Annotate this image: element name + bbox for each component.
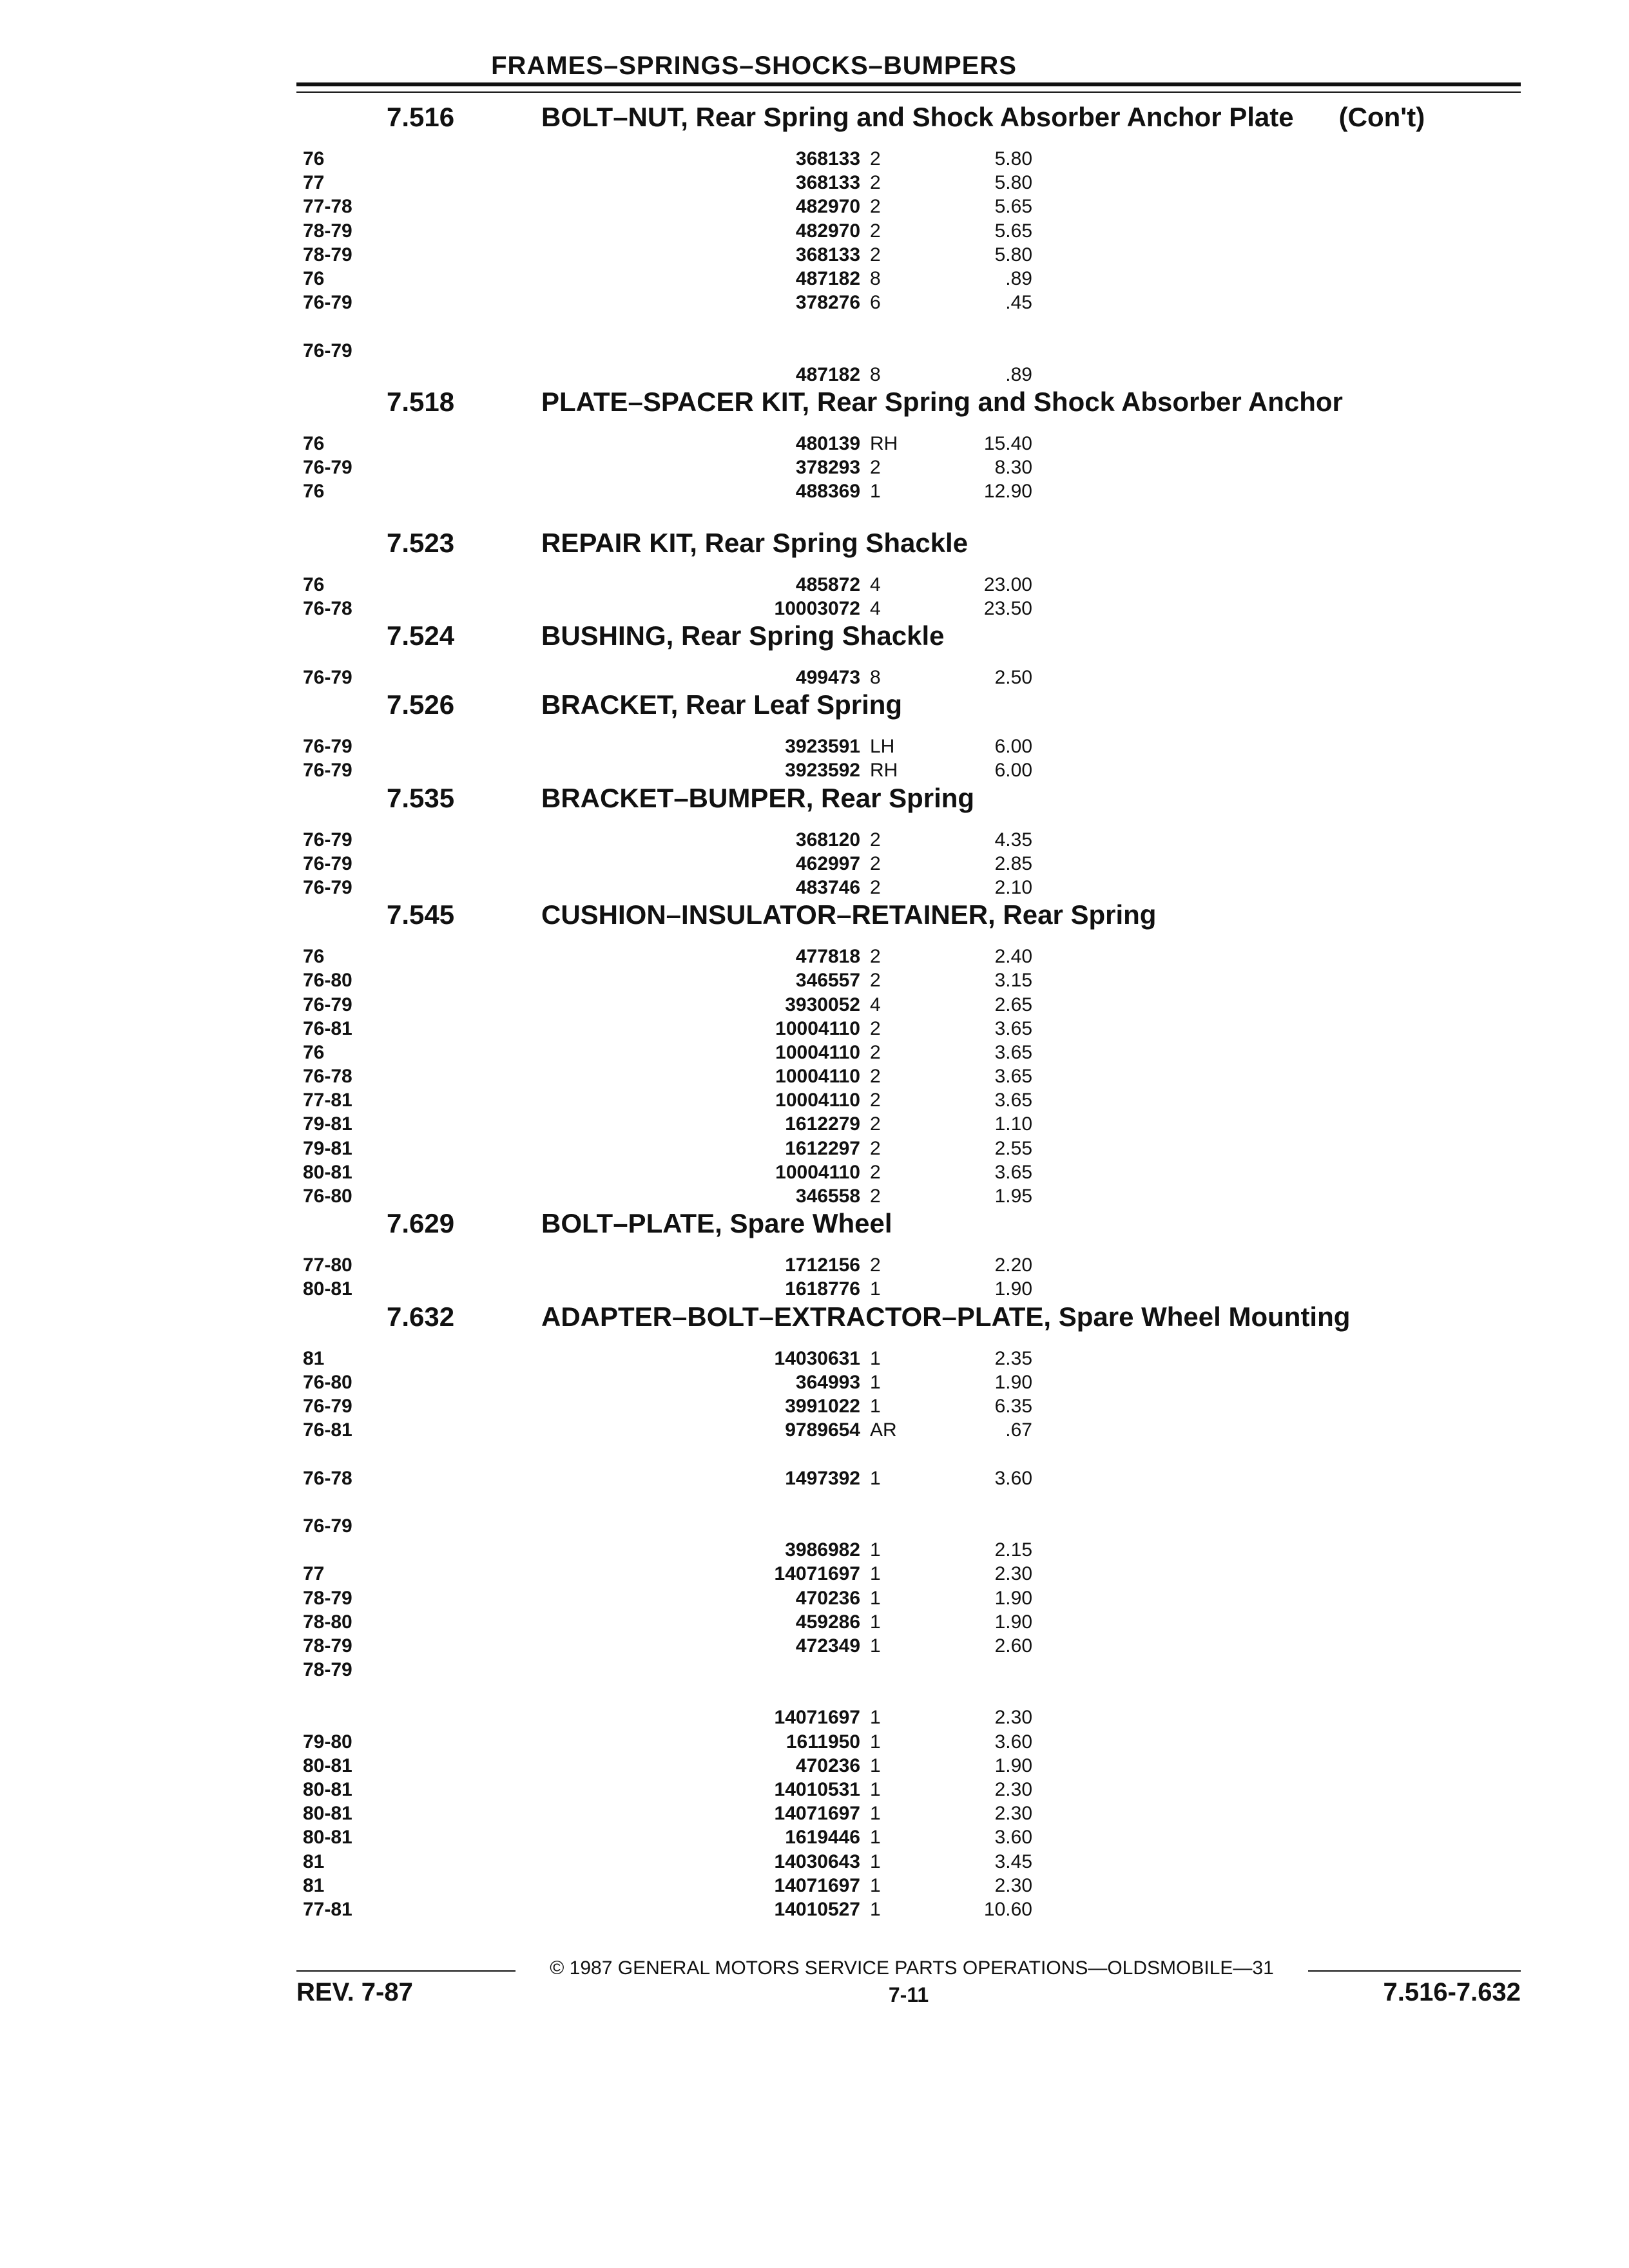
part-number: 10004110 [775, 1041, 860, 1063]
quantity: 4 [870, 573, 881, 595]
model-year: 80-81 [303, 1803, 352, 1825]
quantity: 1 [870, 1899, 881, 1920]
table-row [0, 432, 1629, 456]
quantity: RH [870, 432, 898, 454]
model-year: 77-78 [303, 196, 352, 218]
price: 2.40 [994, 946, 1032, 968]
table-row [0, 968, 1629, 992]
part-number: 487182 [795, 363, 860, 385]
quantity: 1 [870, 1707, 881, 1729]
table-row [0, 1634, 1629, 1658]
copyright-notice: © 1987 GENERAL MOTORS SERVICE PARTS OPERATIONS—OLDSMOBILE—31 [550, 1957, 1274, 1979]
price: 2.35 [994, 1347, 1032, 1369]
part-number: 10004110 [775, 1066, 860, 1088]
model-year: 79-81 [303, 1137, 352, 1159]
model-year: 78-79 [303, 1635, 352, 1657]
part-number: 364993 [795, 1371, 860, 1393]
price: 3.65 [994, 1090, 1032, 1111]
part-number: 470236 [795, 1587, 860, 1609]
table-row [0, 1658, 1629, 1730]
price: 2.30 [994, 1779, 1032, 1801]
part-number: 378293 [795, 457, 860, 479]
price: 6.35 [994, 1395, 1032, 1417]
table-row [0, 1112, 1629, 1136]
price: 3.15 [994, 970, 1032, 992]
price: 1.90 [994, 1611, 1032, 1633]
quantity: 2 [870, 244, 881, 265]
section-number: 7.545 [387, 899, 455, 930]
model-year: 76-79 [303, 829, 352, 850]
section-number: 7.535 [387, 782, 455, 813]
part-number: 482970 [795, 220, 860, 242]
quantity: 2 [870, 852, 881, 874]
price: 5.80 [994, 172, 1032, 194]
quantity: 2 [870, 148, 881, 169]
table-row [0, 666, 1629, 689]
model-year: 76-79 [303, 1395, 352, 1417]
table-row [0, 1610, 1629, 1634]
table-row [0, 339, 1629, 387]
price: 5.80 [994, 148, 1032, 169]
price: 1.90 [994, 1278, 1032, 1300]
part-number: 346557 [795, 970, 860, 992]
model-year: 80-81 [303, 1827, 352, 1849]
part-number: 1611950 [786, 1731, 860, 1753]
price: 23.00 [983, 573, 1032, 595]
part-number: 368120 [795, 829, 860, 850]
table-row [0, 1754, 1629, 1778]
table-row [0, 1088, 1629, 1112]
table-row [0, 758, 1629, 782]
section-heading [0, 689, 1629, 735]
quantity: 2 [870, 457, 881, 479]
part-number: 488369 [795, 481, 860, 503]
revision-label: REV. 7-87 [296, 1978, 413, 2006]
table-row [0, 1874, 1629, 1898]
price: 2.30 [994, 1563, 1032, 1585]
section-continued: (Con't) [1338, 102, 1425, 132]
price: 2.15 [994, 1539, 1032, 1561]
quantity: 8 [870, 667, 881, 689]
quantity: 4 [870, 994, 881, 1015]
table-row [0, 267, 1629, 291]
quantity: 2 [870, 1041, 881, 1063]
table-row [0, 1370, 1629, 1394]
part-number: 9789654 [785, 1419, 860, 1441]
part-number: 14010527 [774, 1899, 860, 1920]
table-row [0, 1586, 1629, 1610]
part-number: 368133 [795, 148, 860, 169]
model-year: 76 [303, 573, 325, 595]
price: 2.55 [994, 1137, 1032, 1159]
quantity: 2 [870, 1161, 881, 1183]
quantity: 2 [870, 220, 881, 242]
quantity: 2 [870, 1137, 881, 1159]
model-year: 76-81 [303, 1017, 352, 1039]
quantity: 2 [870, 876, 881, 898]
model-year: 76 [303, 267, 325, 289]
quantity: 2 [870, 196, 881, 218]
part-number: 14030643 [774, 1850, 860, 1872]
model-year: 80-81 [303, 1161, 352, 1183]
part-number: 3923591 [785, 736, 860, 758]
quantity: 1 [870, 1803, 881, 1825]
price: 10.60 [983, 1899, 1032, 1920]
quantity: 1 [870, 1850, 881, 1872]
table-row [0, 1184, 1629, 1208]
price: 12.90 [983, 481, 1032, 503]
price: 1.90 [994, 1587, 1032, 1609]
quantity: 1 [870, 1779, 881, 1801]
price: 2.30 [994, 1707, 1032, 1729]
model-year: 77-80 [303, 1254, 352, 1276]
model-year: 80-81 [303, 1779, 352, 1801]
table-row [0, 1277, 1629, 1301]
price: 2.20 [994, 1254, 1032, 1276]
section-title: BOLT–PLATE, Spare Wheel [541, 1208, 892, 1239]
price: .89 [1005, 267, 1032, 289]
model-year: 78-79 [303, 1587, 352, 1609]
quantity: 2 [870, 1113, 881, 1135]
price: 1.10 [994, 1113, 1032, 1135]
table-row [0, 1562, 1629, 1586]
table-row [0, 219, 1629, 243]
title-rule-thin [296, 91, 1521, 93]
quantity: 1 [870, 1563, 881, 1585]
table-row [0, 243, 1629, 267]
quantity: 2 [870, 1066, 881, 1088]
quantity: 2 [870, 1186, 881, 1207]
quantity: 1 [870, 1371, 881, 1393]
section-range: 7.516-7.632 [1383, 1978, 1521, 2006]
model-year: 76-80 [303, 970, 352, 992]
quantity: 1 [870, 1467, 881, 1489]
price: 3.45 [994, 1850, 1032, 1872]
section-number: 7.632 [387, 1301, 455, 1332]
table-row [0, 1730, 1629, 1754]
table-row [0, 291, 1629, 338]
quantity: 1 [870, 1347, 881, 1369]
part-number: 14010531 [774, 1779, 860, 1801]
quantity: 4 [870, 597, 881, 619]
section-number: 7.526 [387, 689, 455, 720]
model-year: 79-81 [303, 1113, 352, 1135]
table-row [0, 1898, 1629, 1921]
section-heading [0, 1302, 1629, 1347]
part-number: 368133 [795, 244, 860, 265]
model-year: 76-79 [303, 994, 352, 1015]
table-row [0, 1514, 1629, 1562]
quantity: 2 [870, 946, 881, 968]
table-row [0, 1418, 1629, 1466]
part-number: 1612297 [785, 1137, 860, 1159]
part-number: 378276 [795, 292, 860, 314]
part-number: 3923592 [785, 760, 860, 782]
section-title: ADAPTER–BOLT–EXTRACTOR–PLATE, Spare Wheel Mounting [541, 1301, 1351, 1332]
table-row [0, 147, 1629, 171]
quantity: 2 [870, 1254, 881, 1276]
part-number: 470236 [795, 1754, 860, 1776]
table-row [0, 993, 1629, 1017]
price: 1.90 [994, 1754, 1032, 1776]
price: 1.95 [994, 1186, 1032, 1207]
part-number: 14071697 [774, 1874, 860, 1896]
part-number: 14071697 [774, 1707, 860, 1729]
parts-listing [0, 102, 1629, 1921]
table-row [0, 1017, 1629, 1041]
quantity: 1 [870, 1278, 881, 1300]
model-year: 76 [303, 148, 325, 169]
model-year: 81 [303, 1850, 325, 1872]
part-number: 10004110 [775, 1161, 860, 1183]
price: 5.80 [994, 244, 1032, 265]
part-number: 3930052 [785, 994, 860, 1015]
model-year: 79-80 [303, 1731, 352, 1753]
quantity: 1 [870, 1731, 881, 1753]
price: 2.60 [994, 1635, 1032, 1657]
price: 1.90 [994, 1371, 1032, 1393]
section-heading [0, 102, 1629, 147]
model-year: 76 [303, 432, 325, 454]
price: 2.50 [994, 667, 1032, 689]
quantity: 1 [870, 1874, 881, 1896]
price: 8.30 [994, 457, 1032, 479]
part-number: 1497392 [785, 1467, 860, 1489]
model-year: 76-78 [303, 597, 352, 619]
price: 3.65 [994, 1161, 1032, 1183]
table-row [0, 479, 1629, 527]
quantity: 1 [870, 1754, 881, 1776]
part-number: 482970 [795, 196, 860, 218]
part-number: 14071697 [774, 1803, 860, 1825]
model-year: 76-79 [303, 876, 352, 898]
table-row [0, 1802, 1629, 1825]
model-year: 76-81 [303, 1419, 352, 1441]
model-year: 77-81 [303, 1899, 352, 1920]
model-year: 76-78 [303, 1467, 352, 1489]
part-number: 10003072 [774, 597, 860, 619]
section-title: BRACKET–BUMPER, Rear Spring [541, 782, 975, 813]
table-row [0, 1347, 1629, 1370]
part-number: 14071697 [774, 1563, 860, 1585]
section-title: PLATE–SPACER KIT, Rear Spring and Shock Absorber Anchor [541, 386, 1343, 417]
title-rule [296, 82, 1521, 86]
model-year: 76-79 [303, 736, 352, 758]
part-number: 462997 [795, 852, 860, 874]
model-year: 76-78 [303, 1066, 352, 1088]
model-year: 76-79 [303, 760, 352, 782]
quantity: AR [870, 1419, 897, 1441]
price: 6.00 [994, 760, 1032, 782]
quantity: 2 [870, 829, 881, 850]
quantity: LH [870, 736, 895, 758]
part-number: 10004110 [775, 1017, 860, 1039]
price: 3.60 [994, 1827, 1032, 1849]
part-number: 459286 [795, 1611, 860, 1633]
price: 2.65 [994, 994, 1032, 1015]
part-number: 1619446 [785, 1827, 860, 1849]
table-row [0, 1064, 1629, 1088]
model-year: 76-79 [303, 457, 352, 479]
part-number: 14030631 [774, 1347, 860, 1369]
section-number: 7.518 [387, 386, 455, 417]
price: .67 [1005, 1419, 1032, 1441]
price: 5.65 [994, 196, 1032, 218]
section-heading [0, 783, 1629, 828]
price: .45 [1005, 292, 1032, 314]
model-year: 77-81 [303, 1090, 352, 1111]
model-year: 76-79 [303, 292, 352, 314]
table-row [0, 1041, 1629, 1064]
table-row [0, 171, 1629, 195]
part-number: 3986982 [785, 1539, 860, 1561]
page-title: FRAMES–SPRINGS–SHOCKS–BUMPERS [491, 52, 1017, 80]
price: 3.60 [994, 1731, 1032, 1753]
part-number: 487182 [795, 267, 860, 289]
model-year: 77 [303, 172, 325, 194]
price: 23.50 [983, 597, 1032, 619]
section-title: CUSHION–INSULATOR–RETAINER, Rear Spring [541, 899, 1157, 930]
quantity: 8 [870, 267, 881, 289]
quantity: 2 [870, 172, 881, 194]
price: 6.00 [994, 736, 1032, 758]
model-year: 80-81 [303, 1754, 352, 1776]
model-year: 76 [303, 481, 325, 503]
part-number: 472349 [795, 1635, 860, 1657]
footer-rule-left [296, 1970, 516, 1972]
table-row [0, 1160, 1629, 1184]
part-number: 480139 [795, 432, 860, 454]
section-number: 7.629 [387, 1208, 455, 1239]
model-year: 81 [303, 1347, 325, 1369]
model-year: 78-79 [303, 1659, 352, 1681]
footer-rule-right [1308, 1970, 1521, 1972]
model-year: 76-80 [303, 1371, 352, 1393]
quantity: 2 [870, 1090, 881, 1111]
part-number: 483746 [795, 876, 860, 898]
quantity: 1 [870, 1611, 881, 1633]
price: .89 [1005, 363, 1032, 385]
price: 3.65 [994, 1066, 1032, 1088]
quantity: RH [870, 760, 898, 782]
section-title: BUSHING, Rear Spring Shackle [541, 620, 945, 651]
quantity: 1 [870, 1587, 881, 1609]
model-year: 80-81 [303, 1278, 352, 1300]
table-row [0, 1778, 1629, 1802]
part-number: 499473 [795, 667, 860, 689]
model-year: 76-80 [303, 1186, 352, 1207]
table-row [0, 573, 1629, 597]
section-number: 7.516 [387, 102, 455, 132]
part-number: 477818 [795, 946, 860, 968]
section-heading [0, 620, 1629, 666]
price: 2.85 [994, 852, 1032, 874]
section-heading [0, 899, 1629, 945]
quantity: 1 [870, 481, 881, 503]
table-row [0, 945, 1629, 968]
price: 3.65 [994, 1041, 1032, 1063]
part-number: 1618776 [785, 1278, 860, 1300]
table-row [0, 195, 1629, 218]
model-year: 76-79 [303, 1515, 352, 1537]
table-row [0, 852, 1629, 876]
quantity: 2 [870, 1017, 881, 1039]
table-row [0, 1253, 1629, 1277]
table-row [0, 1850, 1629, 1874]
table-row [0, 1137, 1629, 1160]
model-year: 76-79 [303, 852, 352, 874]
model-year: 81 [303, 1874, 325, 1896]
price: 5.65 [994, 220, 1032, 242]
model-year: 78-79 [303, 244, 352, 265]
part-number: 10004110 [775, 1090, 860, 1111]
part-number: 1712156 [785, 1254, 860, 1276]
table-row [0, 1394, 1629, 1418]
price: 2.30 [994, 1803, 1032, 1825]
price: 3.60 [994, 1467, 1032, 1489]
part-number: 3991022 [785, 1395, 860, 1417]
model-year: 76 [303, 1041, 325, 1063]
model-year: 76-79 [303, 340, 352, 361]
section-title: REPAIR KIT, Rear Spring Shackle [541, 527, 969, 558]
price: 15.40 [983, 432, 1032, 454]
table-row [0, 735, 1629, 758]
part-number: 368133 [795, 172, 860, 194]
section-title: BOLT–NUT, Rear Spring and Shock Absorber Anchor Plate [541, 102, 1294, 132]
price: 4.35 [994, 829, 1032, 850]
table-row [0, 876, 1629, 899]
section-heading [0, 1208, 1629, 1253]
quantity: 6 [870, 292, 881, 314]
quantity: 1 [870, 1539, 881, 1561]
section-heading [0, 387, 1629, 432]
price: 2.30 [994, 1874, 1032, 1896]
table-row [0, 597, 1629, 620]
part-number: 346558 [795, 1186, 860, 1207]
model-year: 77 [303, 1563, 325, 1585]
model-year: 78-80 [303, 1611, 352, 1633]
quantity: 1 [870, 1395, 881, 1417]
quantity: 8 [870, 363, 881, 385]
section-title: BRACKET, Rear Leaf Spring [541, 689, 903, 720]
section-number: 7.524 [387, 620, 455, 651]
section-number: 7.523 [387, 527, 455, 558]
table-row [0, 1825, 1629, 1849]
table-row [0, 456, 1629, 479]
page-number: 7-11 [888, 1983, 929, 2006]
part-number: 485872 [795, 573, 860, 595]
price: 2.10 [994, 876, 1032, 898]
model-year: 78-79 [303, 220, 352, 242]
model-year: 76 [303, 946, 325, 968]
quantity: 1 [870, 1635, 881, 1657]
section-heading [0, 528, 1629, 573]
part-number: 1612279 [785, 1113, 860, 1135]
table-row [0, 828, 1629, 852]
quantity: 1 [870, 1827, 881, 1849]
table-row [0, 1466, 1629, 1514]
quantity: 2 [870, 970, 881, 992]
price: 3.65 [994, 1017, 1032, 1039]
model-year: 76-79 [303, 667, 352, 689]
